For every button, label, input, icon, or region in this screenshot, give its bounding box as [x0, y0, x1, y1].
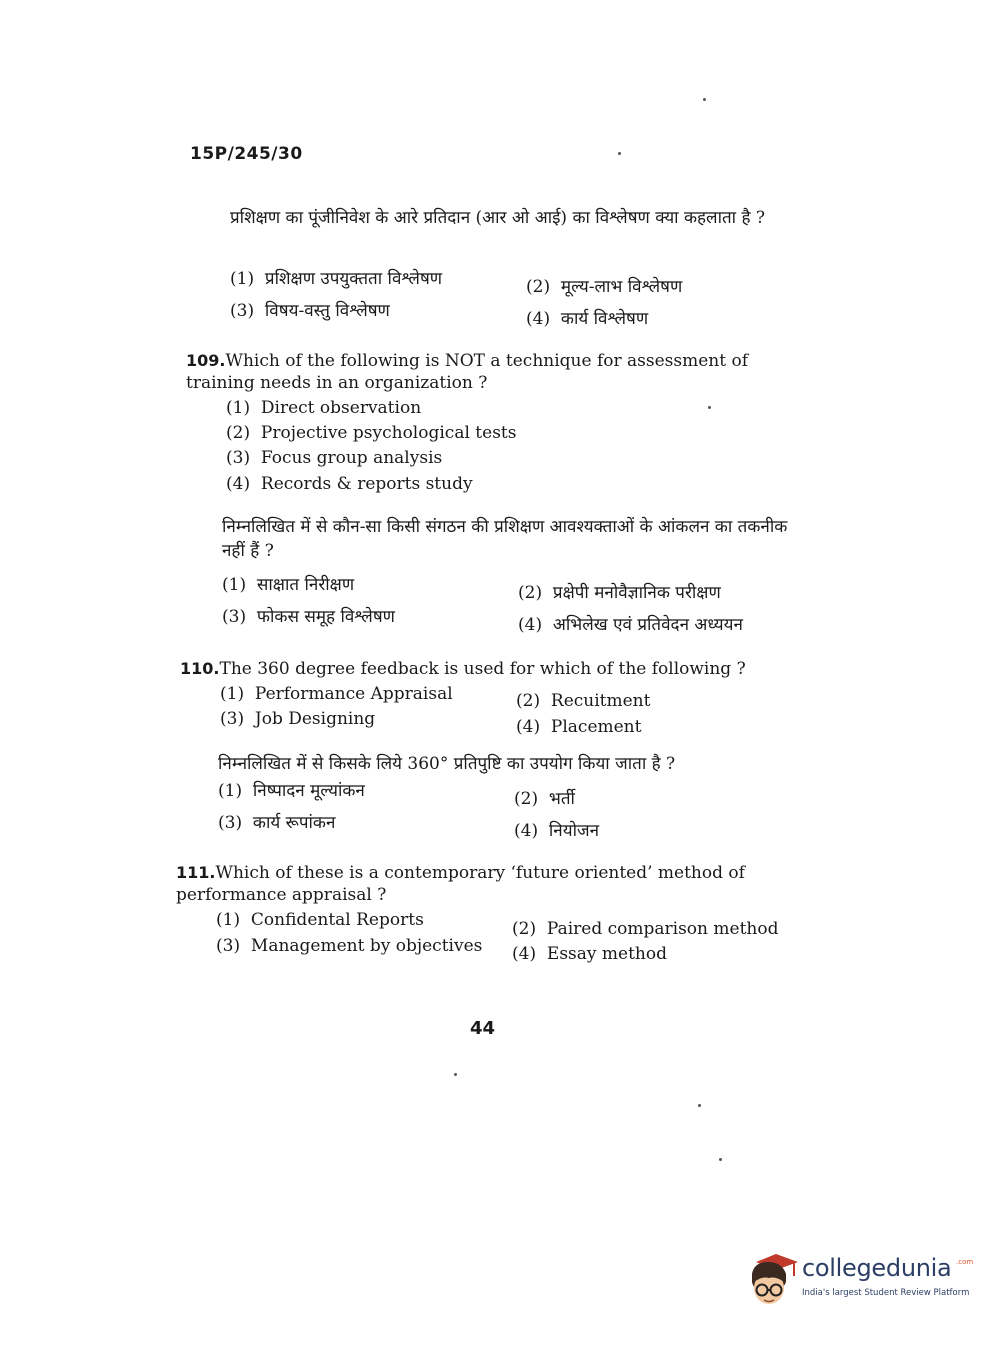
- paper-code: 15P/245/30: [190, 144, 303, 164]
- scan-speck: [618, 152, 621, 155]
- q111-option-1: (1) Confidental Reports: [216, 910, 424, 930]
- scan-speck: [703, 98, 706, 101]
- q109-option-3: (3) Focus group analysis: [226, 448, 443, 468]
- student-mascot-icon: [742, 1248, 800, 1312]
- q110-hindi-option-1: (1) निष्पादन मूल्यांकन: [218, 781, 365, 801]
- q110-question: 110.The 360 degree feedback is used for which of the following ?: [180, 659, 746, 679]
- q111-option-4: (4) Essay method: [512, 944, 667, 964]
- q109-number: 109.: [186, 351, 226, 370]
- q108-hindi-question: प्रशिक्षण का पूंजीनिवेश के आरे प्रतिदान (आर ओ आई) का विश्लेषण क्या कहलाता है ?: [230, 208, 766, 228]
- scan-speck: [698, 1104, 701, 1107]
- q109-option-1: (1) Direct observation: [226, 398, 422, 418]
- scan-speck: [454, 1073, 457, 1076]
- q109-question: 109.Which of the following is NOT a technique for assessment of training needs in an organization ?: [186, 351, 748, 393]
- q110-hindi-option-4: (4) नियोजन: [514, 821, 600, 841]
- q110-option-3: (3) Job Designing: [220, 709, 376, 729]
- q108-hindi-option-1: (1) प्रशिक्षण उपयुक्तता विश्लेषण: [230, 269, 443, 289]
- q110-option-1: (1) Performance Appraisal: [220, 684, 453, 704]
- q111-question: 111.Which of these is a contemporary ‘future oriented’ method of performance appraisal ?: [176, 863, 745, 905]
- page-number: 44: [470, 1018, 496, 1039]
- scan-speck: [719, 1158, 722, 1161]
- q111-option-3: (3) Management by objectives: [216, 936, 483, 956]
- logo-suffix: .com: [956, 1258, 974, 1266]
- q109-hindi-question: निम्नलिखित में से कौन-सा किसी संगठन की प्रशिक्षण आवश्यक्ताओं के आंकलन का तकनीक नहीं हैं ?: [222, 517, 788, 561]
- logo-wordmark: collegedunia: [802, 1254, 952, 1282]
- logo-tagline: India's largest Student Review Platform: [802, 1288, 970, 1298]
- q111-option-2: (2) Paired comparison method: [512, 919, 779, 939]
- q108-hindi-option-4: (4) कार्य विश्लेषण: [526, 309, 649, 329]
- q108-hindi-option-3: (3) विषय-वस्तु विश्लेषण: [230, 301, 390, 321]
- q109-hindi-option-1: (1) साक्षात निरीक्षण: [222, 575, 355, 595]
- q109-hindi-option-3: (3) फोकस समूह विश्लेषण: [222, 607, 395, 627]
- q109-option-4: (4) Records & reports study: [226, 474, 473, 494]
- scan-speck: [708, 406, 711, 409]
- q110-option-4: (4) Placement: [516, 717, 642, 737]
- q110-option-2: (2) Recuitment: [516, 691, 651, 711]
- q110-hindi-question: निम्नलिखित में से किसके लिये 360° प्रतिपुष्टि का उपयोग किया जाता है ?: [218, 754, 676, 774]
- q110-number: 110.: [180, 659, 220, 678]
- q109-hindi-option-2: (2) प्रक्षेपी मनोवैज्ञानिक परीक्षण: [518, 583, 721, 603]
- q111-number: 111.: [176, 863, 216, 882]
- q110-hindi-option-2: (2) भर्ती: [514, 789, 575, 809]
- q109-option-2: (2) Projective psychological tests: [226, 423, 517, 443]
- collegedunia-logo: [742, 1248, 972, 1318]
- q108-hindi-option-2: (2) मूल्य-लाभ विश्लेषण: [526, 277, 683, 297]
- q109-hindi-option-4: (4) अभिलेख एवं प्रतिवेदन अध्ययन: [518, 615, 743, 635]
- q110-hindi-option-3: (3) कार्य रूपांकन: [218, 813, 336, 833]
